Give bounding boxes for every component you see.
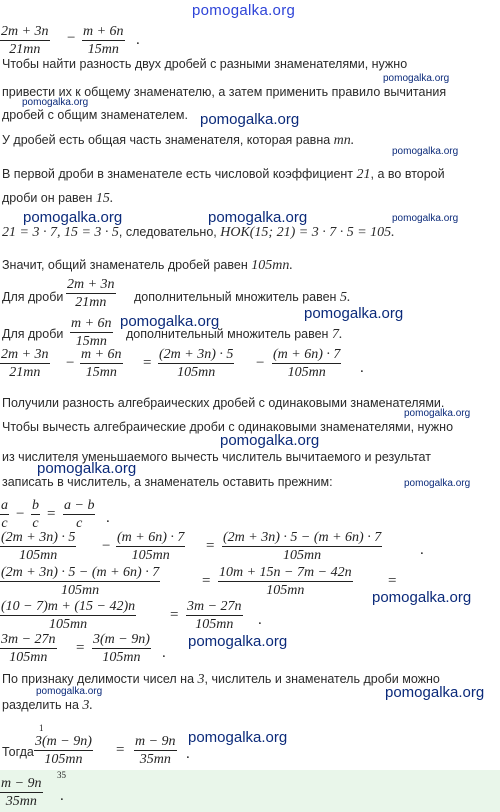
fraction-den: 105mn [61,583,100,598]
watermark: pomogalka.org [404,478,471,489]
fraction-den: c [1,516,8,531]
paragraph-8-line-2: Чтобы вычесть алгебраические дроби с одинаковыми знаменателями, нужно [2,420,454,434]
period: . [258,612,262,628]
equals-sign: = [143,355,152,371]
period: . [106,510,110,526]
answer-period: . [60,788,64,804]
paragraph-6-text-main: дополнительный множитель равен [134,290,337,304]
site-watermark-header[interactable]: pomogalka.org [192,2,296,19]
fraction-den: 21mn [75,295,107,310]
paragraph-9-text-3: разделить на [2,698,79,712]
fraction-den: 35mn [139,752,171,767]
equals-sign: = [116,742,125,758]
fraction-den: 105mn [131,548,170,563]
header-fraction-1-num: 2m + 3n [1,24,49,39]
watermark: pomogalka.org [23,209,123,226]
fraction-den: 105mn [287,365,326,380]
cancel-bottom-number: 35 [57,770,66,780]
step-4-fraction-1 [0,632,57,665]
fraction-num: a − b [64,498,95,513]
equals-sign: = [202,573,211,589]
fraction-den: 15mn [75,334,107,349]
equals-sign: = [76,640,85,656]
equals-sign: = [206,538,215,554]
watermark: pomogalka.org [220,432,320,449]
header-minus: − [67,30,76,46]
fraction-num: (10 − 7)m + (15 − 42)n [1,599,136,614]
equals-sign: = [170,607,179,623]
fraction-num: 2m + 3n [67,277,115,292]
step-3-fraction-2 [186,599,243,632]
paragraph-8-line-1: Получили разность алгебраических дробей с одинаковыми знаменателями. [2,396,445,410]
watermark: pomogalka.org [304,305,404,322]
watermark: pomogalka.org [383,73,450,84]
fraction-den: 105mn [177,365,216,380]
step-2-fraction-2 [218,565,353,598]
fraction-den: 105mn [102,650,141,665]
eq-line-fraction-2 [80,347,123,380]
step-3-fraction-1 [0,599,136,632]
step-1-fraction-1 [0,530,76,563]
fraction-den: 105mn [9,650,48,665]
step-4-fraction-2 [92,632,151,665]
fraction-den: 105mn [283,548,322,563]
paragraph-3-text-3: дроби он равен [2,191,93,205]
paragraph-7-text [126,327,342,342]
fraction-den: 105mn [48,617,88,632]
rule-fraction-a [0,498,9,531]
paragraph-3-text-2: , а во второй [370,167,445,181]
fraction-num: b [32,498,39,513]
step-5-fraction-1 [34,734,93,767]
fraction-den: c [76,516,83,531]
fraction-num: 3(m − 9n) [35,734,92,749]
paragraph-9-line-1 [2,672,440,687]
header-fraction-2 [82,24,125,57]
watermark: pomogalka.org [120,313,220,330]
watermark: pomogalka.org [404,408,471,419]
eq-line-fraction-1 [0,347,50,380]
step-5-fraction-2 [134,734,177,767]
watermark: pomogalka.org [208,209,308,226]
fraction-num: (2m + 3n) · 5 [1,530,76,545]
factorization: 21 = 3 · 7, 15 = 3 · 5 [2,225,119,240]
fraction-num: m + 6n [71,316,112,331]
paragraph-2-math: mn. [333,133,355,148]
watermark: pomogalka.org [188,633,288,650]
equals-sign: = [47,506,56,522]
eq-line-fraction-3 [158,347,234,380]
step-1-fraction-3 [222,530,382,563]
common-denominator: 105mn. [251,258,293,273]
paragraph-4 [2,225,395,240]
paragraph-5-text: Значит, общий знаменатель дробей равен [2,258,248,272]
cancel-top-number: 1 [39,723,44,733]
paragraph-9-text-2: , числитель и знаменатель дроби можно [204,672,440,686]
paragraph-9-line-2 [2,698,93,713]
header-fraction-2-num: m + 6n [83,24,124,39]
header-fraction-1-den: 21mn [9,42,41,57]
paragraph-9-text: По признаку делимости чисел на [2,672,195,686]
fraction-num: m − 9n [135,734,176,749]
fraction-num: m + 6n [81,347,122,362]
period: . [162,645,166,661]
period: . [420,542,424,558]
lcm-expression: НОК(15; 21) = 3 · 7 · 5 = 105. [220,225,395,240]
header-fraction-2-den: 15mn [87,42,119,57]
rule-fraction-result [63,498,95,531]
fraction-den: 105mn [44,752,83,767]
answer-highlight [0,770,500,812]
step-1-fraction-2 [116,530,185,563]
watermark: pomogalka.org [392,146,459,157]
paragraph-8-line-3: из числителя уменьшаемого вычесть числитель вычитаемого и результат [2,450,431,464]
fraction-num: a [1,498,8,513]
rule-fraction-b [31,498,40,531]
paragraph-2 [2,133,354,148]
minus-sign: − [102,538,111,554]
paragraph-7-label: Для дроби [2,327,64,341]
watermark: pomogalka.org [200,111,300,128]
paragraph-7-fraction [70,316,113,349]
eq-line-fraction-4 [272,347,341,380]
paragraph-1-line-1: Чтобы найти разность двух дробей с разными знаменателями, нужно [2,57,408,71]
header-fraction-1 [0,24,50,57]
answer-num: m − 9n [1,776,42,791]
fraction-num: 2m + 3n [1,347,49,362]
paragraph-7-text-main: дополнительный множитель равен [126,327,329,341]
watermark: pomogalka.org [37,460,137,477]
paragraph-10-label: Тогда [2,745,34,759]
paragraph-4-text: , следовательно, [118,225,217,239]
multiplier-5: 5. [339,290,351,305]
paragraph-3-line-1 [2,167,445,182]
fraction-num: (2m + 3n) · 5 [159,347,234,362]
answer-fraction [0,776,43,809]
paragraph-5 [2,258,293,273]
watermark: pomogalka.org [372,589,472,606]
paragraph-1-line-2: привести их к общему знаменателю, а затем применить правило вычитания [2,85,447,99]
paragraph-3-coef-21: 21 [356,167,371,182]
watermark: pomogalka.org [392,213,459,224]
fraction-den: 15mn [85,365,117,380]
paragraph-8-line-4: записать в числитель, а знаменатель оставить прежним: [2,475,333,489]
fraction-num: (2m + 3n) · 5 − (m + 6n) · 7 [1,565,160,580]
watermark: pomogalka.org [385,684,485,701]
paragraph-6-label: Для дроби [2,290,64,304]
paragraph-3-coef-15: 15. [95,191,114,206]
paragraph-1-line-3: дробей с общим знаменателем. [2,108,188,122]
fraction-num: 3m − 27n [1,632,56,647]
paragraph-6-fraction [66,277,116,310]
paragraph-3-text: В первой дроби в знаменателе есть числовой коэффициент [2,167,354,181]
step-2-fraction-1 [0,565,160,598]
multiplier-7: 7. [331,327,343,342]
minus-sign: − [256,355,265,371]
watermark: pomogalka.org [22,97,89,108]
paragraph-2-text: У дробей есть общая часть знаменателя, которая равна [2,133,331,147]
fraction-num: 3(m − 9n) [93,632,150,647]
fraction-den: 21mn [9,365,41,380]
fraction-num: (2m + 3n) · 5 − (m + 6n) · 7 [223,530,382,545]
fraction-den: 105mn [195,617,234,632]
fraction-num: 3m − 27n [187,599,242,614]
fraction-den: 105mn [266,583,305,598]
minus-sign: − [66,355,75,371]
fraction-num: (m + 6n) · 7 [117,530,185,545]
fraction-den: c [32,516,39,531]
paragraph-3-line-2 [2,191,113,206]
fraction-den: 105mn [19,548,58,563]
period: . [360,360,364,376]
divisor-3: 3 [197,672,205,687]
fraction-num: (m + 6n) · 7 [273,347,341,362]
watermark: pomogalka.org [188,729,288,746]
watermark: pomogalka.org [36,686,103,697]
equals-sign: = [388,573,397,589]
paragraph-6-text [134,290,350,305]
period: . [186,746,190,762]
answer-den: 35mn [5,794,37,809]
header-period: . [136,32,140,48]
minus-sign: − [16,506,25,522]
divisor-3-end: 3. [82,698,93,713]
fraction-num: 10m + 15n − 7m − 42n [219,565,352,580]
